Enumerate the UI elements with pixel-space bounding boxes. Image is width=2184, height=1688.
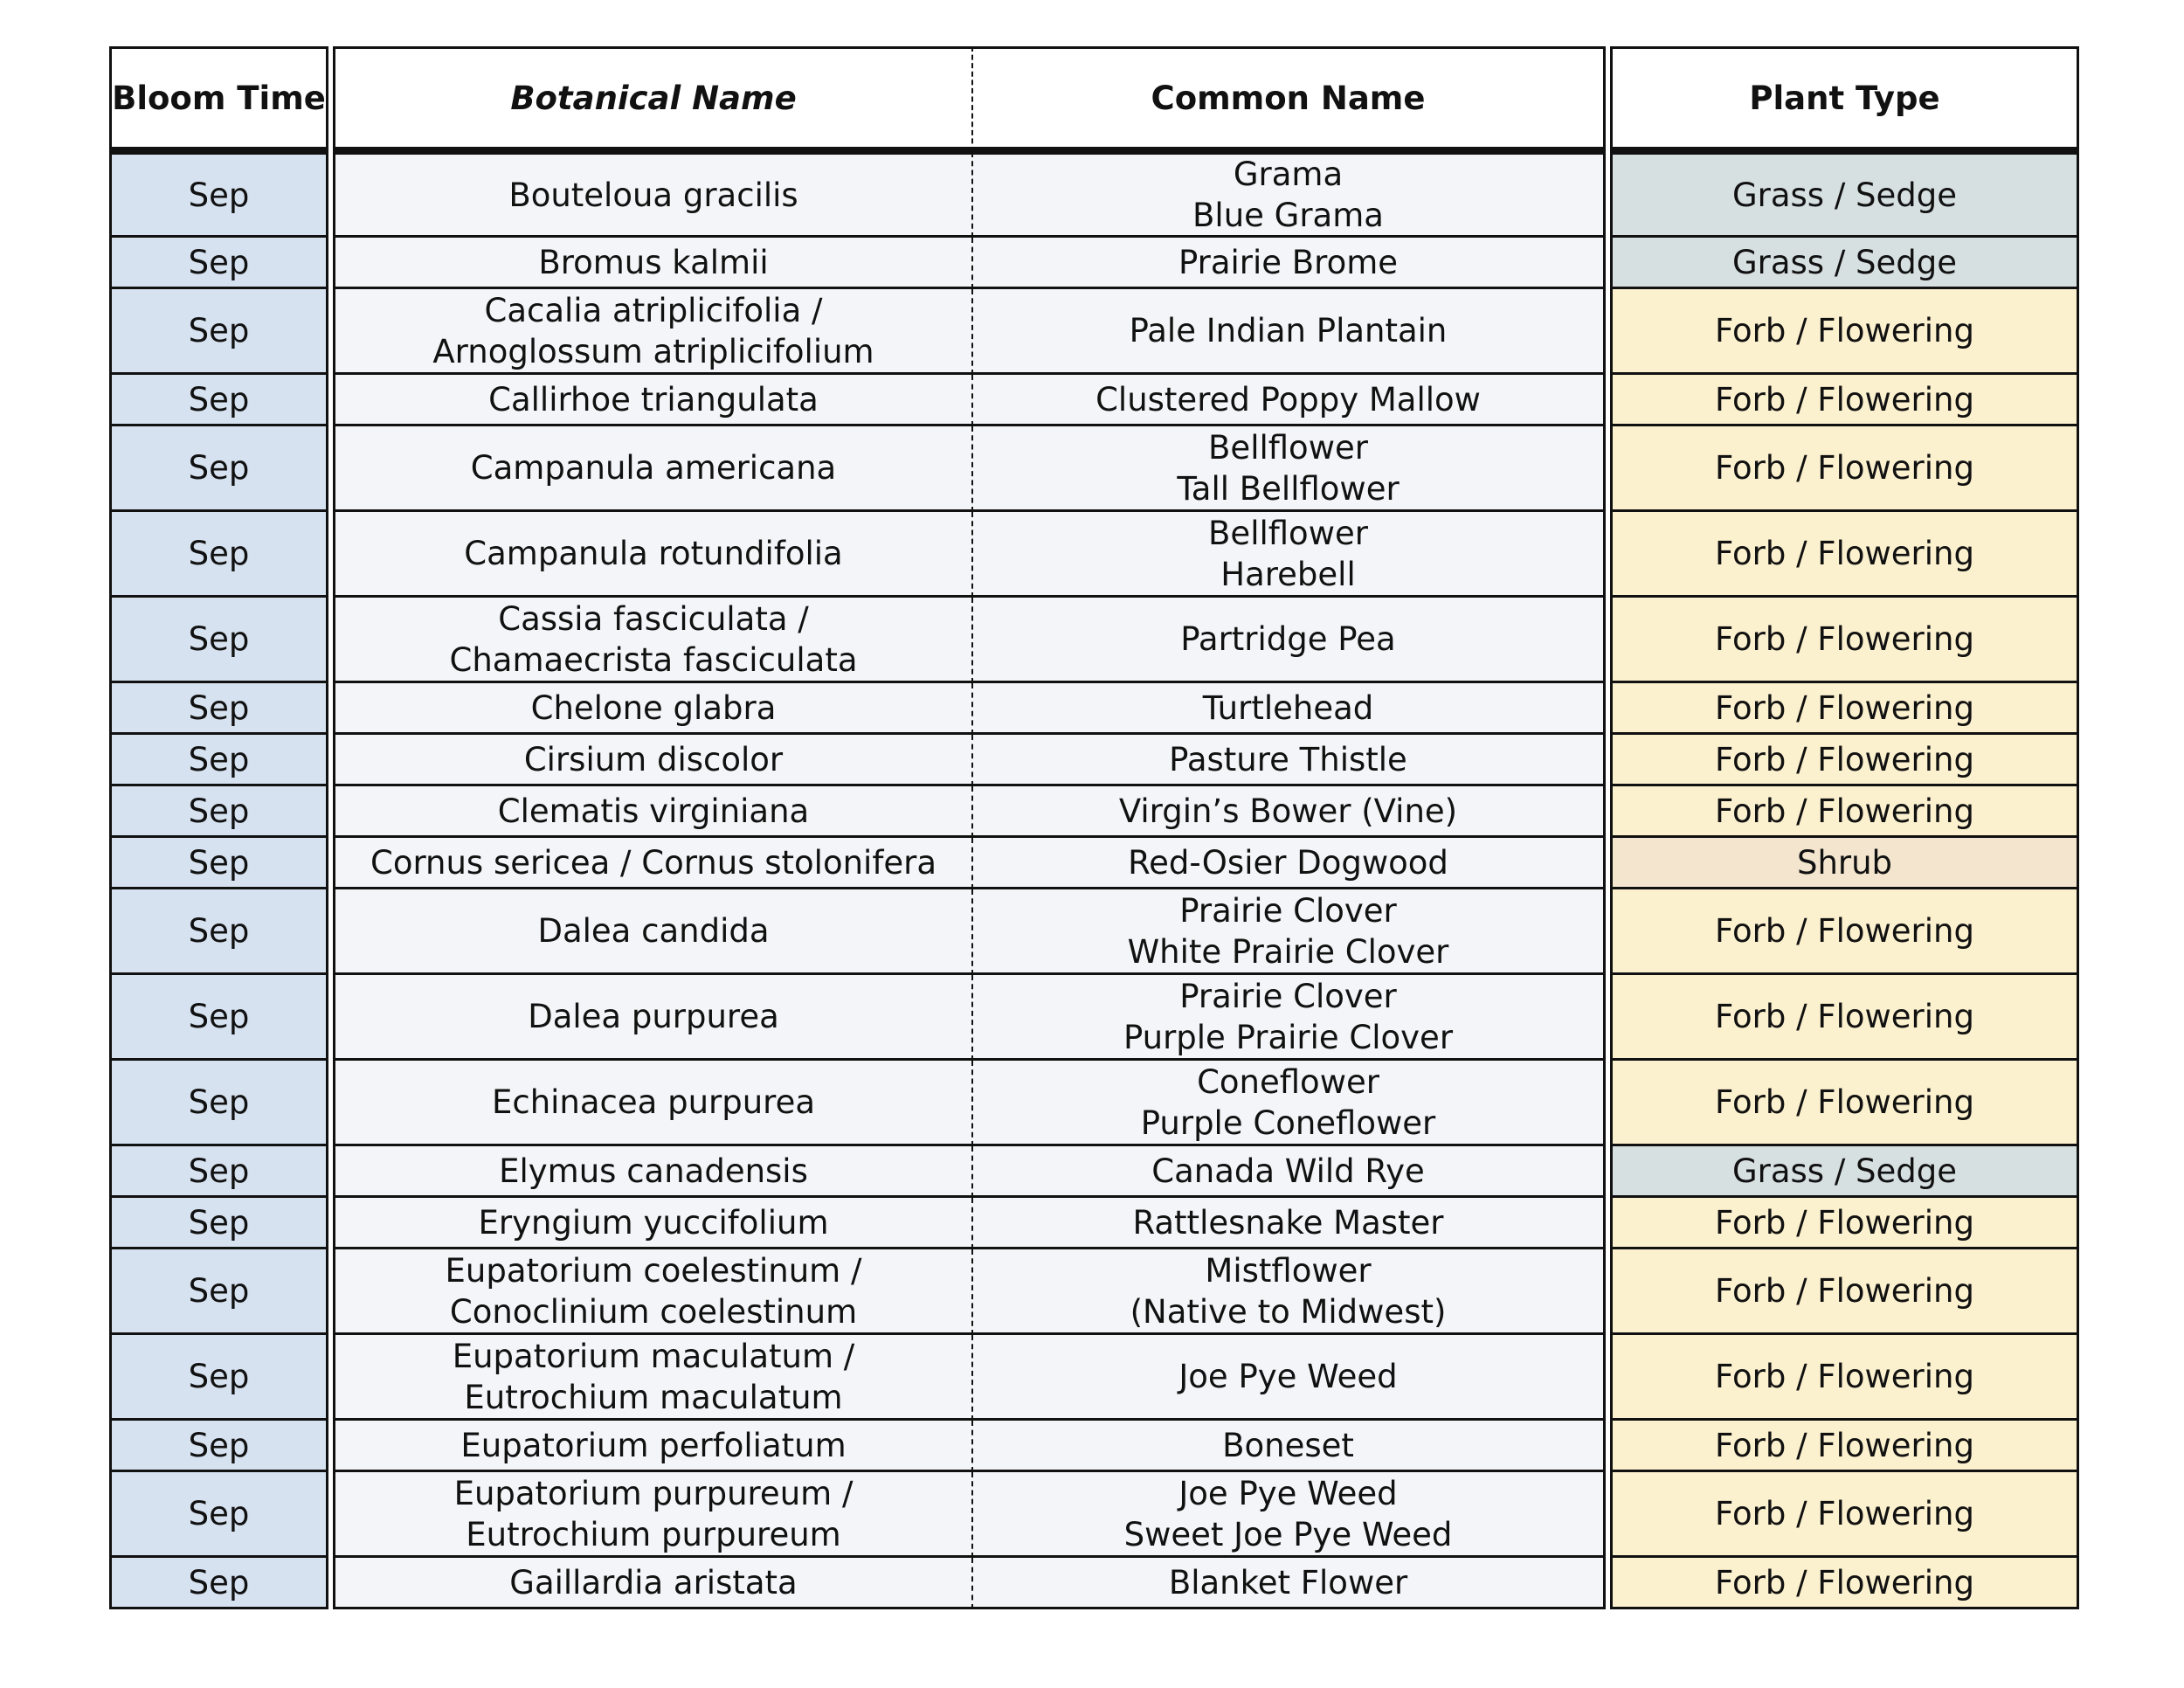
plant-type-cell: Grass / Sedge [1610, 238, 2079, 289]
botanical-name-cell [333, 975, 973, 1061]
bloom-time-cell: Sep [109, 1249, 328, 1335]
plant-type-cell: Shrub [1610, 838, 2079, 889]
bloom-time-cell: Sep [109, 512, 328, 598]
plant-type-cell: Forb / Flowering [1610, 1558, 2079, 1609]
botanical-name-line: Elymus canadensis [499, 1152, 808, 1190]
botanical-name-line: Chelone glabra [530, 688, 777, 727]
bloom-time-cell: Sep [109, 375, 328, 426]
botanical-name-line: Campanula rotundifolia [464, 535, 843, 572]
table-row [109, 1421, 2079, 1472]
common-name-line: Canada Wild Rye [1151, 1152, 1425, 1190]
table-row [109, 512, 2079, 598]
common-name-line: White Prairie Clover [1127, 932, 1449, 971]
botanical-name-line: Conoclinium coelestinum [449, 1292, 858, 1331]
common-name-cell [973, 289, 1606, 375]
bloom-time-cell: Sep [109, 975, 328, 1061]
bloom-time-cell: Sep [109, 1558, 328, 1609]
header-plant-type: Plant Type [1610, 46, 2079, 152]
botanical-name-cell [333, 735, 973, 786]
plant-type-cell: Forb / Flowering [1610, 683, 2079, 735]
common-name-line: Purple Prairie Clover [1123, 1018, 1454, 1056]
common-name-line: Red-Osier Dogwood [1128, 843, 1448, 882]
common-name-line: Grama [1233, 156, 1344, 193]
common-name-cell [973, 1249, 1606, 1335]
botanical-name-line: Dalea purpurea [528, 998, 779, 1035]
botanical-name-line: Cornus sericea / Cornus stolonifera [370, 843, 936, 882]
bloom-time-cell: Sep [109, 289, 328, 375]
common-name-cell [973, 238, 1606, 289]
botanical-name-line: Eutrochium maculatum [464, 1378, 843, 1416]
table-row [109, 375, 2079, 426]
common-name-line: Blanket Flower [1168, 1563, 1408, 1602]
common-name-cell [973, 786, 1606, 838]
plant-type-cell: Grass / Sedge [1610, 152, 2079, 238]
table-row [109, 786, 2079, 838]
plant-type-cell: Forb / Flowering [1610, 1472, 2079, 1558]
table-row [109, 889, 2079, 975]
common-name-cell [973, 426, 1606, 512]
table-header-row [109, 46, 2079, 152]
botanical-name-line: Chamaecrista fasciculata [449, 640, 858, 679]
botanical-name-cell [333, 1146, 973, 1198]
botanical-name-cell [333, 238, 973, 289]
common-name-line: Prairie Clover [1179, 891, 1397, 930]
plant-type-cell: Forb / Flowering [1610, 426, 2079, 512]
header-common-name: Common Name [973, 46, 1606, 152]
table-row [109, 598, 2079, 683]
bloom-time-cell: Sep [109, 1146, 328, 1198]
common-name-cell [973, 1421, 1606, 1472]
common-name-cell [973, 1472, 1606, 1558]
plant-type-cell: Forb / Flowering [1610, 289, 2079, 375]
plant-type-cell: Forb / Flowering [1610, 512, 2079, 598]
botanical-name-line: Cacalia atriplicifolia / [484, 291, 823, 329]
common-name-line: Tall Bellflower [1177, 469, 1400, 508]
common-name-line: Virgin’s Bower (Vine) [1118, 792, 1458, 830]
common-name-line: Blue Grama [1192, 197, 1384, 234]
botanical-name-cell [333, 889, 973, 975]
botanical-name-cell [333, 426, 973, 512]
plant-type-cell: Forb / Flowering [1610, 1249, 2079, 1335]
common-name-line: Bellflower [1208, 428, 1368, 467]
table-row [109, 975, 2079, 1061]
plant-type-cell: Forb / Flowering [1610, 975, 2079, 1061]
table-row [109, 1472, 2079, 1558]
plant-type-cell: Forb / Flowering [1610, 375, 2079, 426]
common-name-cell [973, 975, 1606, 1061]
bloom-time-cell: Sep [109, 426, 328, 512]
botanical-name-cell [333, 512, 973, 598]
plant-type-cell: Forb / Flowering [1610, 1198, 2079, 1249]
table-row [109, 735, 2079, 786]
header-botanical-name: Botanical Name [333, 46, 973, 152]
plant-type-cell: Forb / Flowering [1610, 1421, 2079, 1472]
common-name-line: Harebell [1220, 555, 1356, 593]
botanical-name-line: Eupatorium coelestinum / [445, 1251, 862, 1290]
common-name-line: Coneflower [1197, 1062, 1379, 1101]
common-name-line: Purple Coneflower [1140, 1103, 1436, 1142]
common-name-cell [973, 598, 1606, 683]
botanical-name-line: Echinacea purpurea [491, 1083, 816, 1121]
botanical-name-cell [333, 786, 973, 838]
common-name-cell [973, 1335, 1606, 1421]
botanical-name-cell [333, 838, 973, 889]
common-name-line: Pale Indian Plantain [1129, 312, 1448, 349]
bloom-time-cell: Sep [109, 152, 328, 238]
bloom-time-cell: Sep [109, 735, 328, 786]
botanical-name-cell [333, 1335, 973, 1421]
botanical-name-line: Cassia fasciculata / [498, 599, 809, 638]
botanical-name-cell [333, 375, 973, 426]
bloom-time-cell: Sep [109, 786, 328, 838]
table-row [109, 289, 2079, 375]
bloom-time-cell: Sep [109, 683, 328, 735]
common-name-line: Sweet Joe Pye Weed [1123, 1515, 1453, 1553]
bloom-time-cell: Sep [109, 1472, 328, 1558]
common-name-cell [973, 152, 1606, 238]
common-name-line: Clustered Poppy Mallow [1095, 380, 1481, 419]
bloom-time-cell: Sep [109, 838, 328, 889]
common-name-line: Prairie Clover [1179, 977, 1397, 1015]
botanical-name-line: Dalea candida [537, 912, 770, 950]
header-bloom-time: Bloom Time [109, 46, 328, 152]
table-row [109, 1335, 2079, 1421]
botanical-name-cell [333, 1249, 973, 1335]
table-row [109, 683, 2079, 735]
common-name-line: Boneset [1222, 1426, 1354, 1464]
botanical-name-line: Cirsium discolor [523, 740, 784, 778]
botanical-name-cell [333, 683, 973, 735]
common-name-line: Mistflower [1205, 1251, 1372, 1290]
botanical-name-cell [333, 152, 973, 238]
botanical-name-line: Callirhoe triangulata [488, 380, 819, 419]
botanical-name-line: Clematis virginiana [497, 792, 810, 830]
table-row [109, 1061, 2079, 1146]
plant-table [109, 46, 2079, 1609]
common-name-line: Prairie Brome [1178, 243, 1399, 281]
bloom-time-cell: Sep [109, 1061, 328, 1146]
botanical-name-cell [333, 1558, 973, 1609]
botanical-name-line: Bromus kalmii [538, 243, 769, 281]
botanical-name-line: Arnoglossum atriplicifolium [432, 332, 874, 370]
botanical-name-line: Campanula americana [470, 449, 837, 487]
botanical-name-line: Eryngium yuccifolium [478, 1203, 829, 1242]
common-name-cell [973, 1061, 1606, 1146]
table-row [109, 238, 2079, 289]
bloom-time-cell: Sep [109, 238, 328, 289]
table-body [109, 152, 2079, 1609]
botanical-name-line: Eupatorium maculatum / [452, 1337, 855, 1375]
botanical-name-line: Eupatorium purpureum / [453, 1474, 854, 1512]
botanical-name-line: Eutrochium purpureum [466, 1515, 841, 1553]
table-row [109, 1146, 2079, 1198]
botanical-name-line: Bouteloua gracilis [508, 176, 798, 214]
common-name-line: Partridge Pea [1180, 620, 1396, 658]
plant-type-cell: Forb / Flowering [1610, 598, 2079, 683]
botanical-name-cell [333, 1198, 973, 1249]
table-row [109, 1558, 2079, 1609]
common-name-line: Bellflower [1208, 514, 1368, 552]
bloom-time-cell: Sep [109, 1421, 328, 1472]
common-name-line: Rattlesnake Master [1132, 1203, 1444, 1242]
plant-type-cell: Forb / Flowering [1610, 889, 2079, 975]
common-name-cell [973, 375, 1606, 426]
common-name-line: Joe Pye Weed [1178, 1358, 1398, 1395]
table-row [109, 838, 2079, 889]
bloom-time-cell: Sep [109, 598, 328, 683]
bloom-time-cell: Sep [109, 889, 328, 975]
common-name-line: Pasture Thistle [1169, 740, 1407, 778]
plant-type-cell: Forb / Flowering [1610, 1061, 2079, 1146]
botanical-name-cell [333, 1472, 973, 1558]
plant-type-cell: Forb / Flowering [1610, 786, 2079, 838]
botanical-name-cell [333, 1061, 973, 1146]
common-name-line: Turtlehead [1202, 688, 1374, 727]
table-row [109, 426, 2079, 512]
common-name-cell [973, 512, 1606, 598]
common-name-cell [973, 889, 1606, 975]
plant-type-cell: Forb / Flowering [1610, 1335, 2079, 1421]
botanical-name-line: Eupatorium perfoliatum [460, 1426, 847, 1464]
plant-type-cell: Grass / Sedge [1610, 1146, 2079, 1198]
common-name-cell [973, 1146, 1606, 1198]
bloom-time-cell: Sep [109, 1335, 328, 1421]
bloom-time-cell: Sep [109, 1198, 328, 1249]
botanical-name-line: Gaillardia aristata [509, 1563, 798, 1602]
common-name-cell [973, 1198, 1606, 1249]
botanical-name-cell [333, 1421, 973, 1472]
common-name-line: (Native to Midwest) [1130, 1292, 1447, 1331]
table-row [109, 152, 2079, 238]
table-row [109, 1198, 2079, 1249]
common-name-cell [973, 838, 1606, 889]
common-name-line: Joe Pye Weed [1178, 1474, 1398, 1512]
common-name-cell [973, 735, 1606, 786]
common-name-cell [973, 683, 1606, 735]
botanical-name-cell [333, 598, 973, 683]
table-row [109, 1249, 2079, 1335]
plant-type-cell: Forb / Flowering [1610, 735, 2079, 786]
botanical-name-cell [333, 289, 973, 375]
common-name-cell [973, 1558, 1606, 1609]
